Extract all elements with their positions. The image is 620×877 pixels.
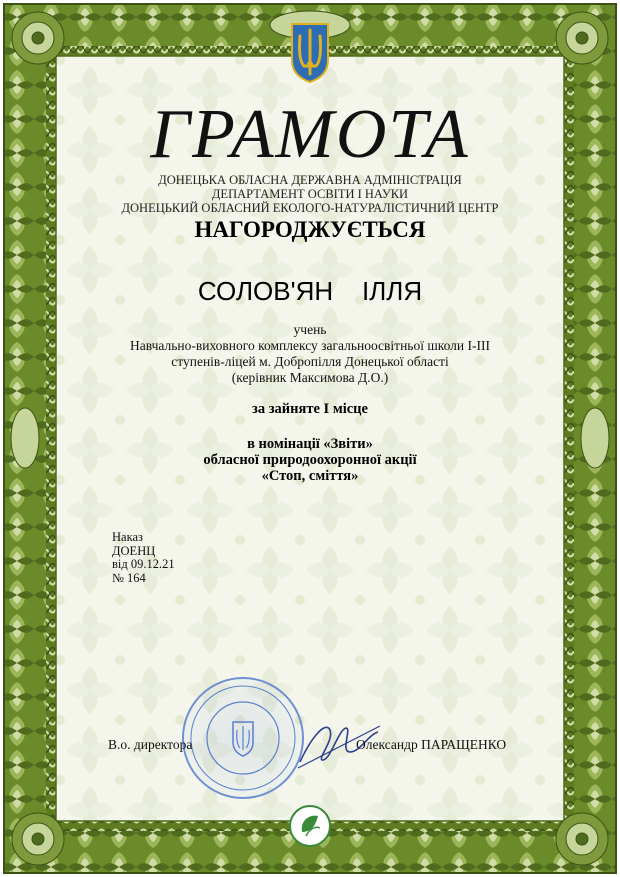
signatory-name: Олександр ПАРАЩЕНКО <box>356 737 507 752</box>
round-stamp <box>183 678 303 798</box>
nomination-line-1: в номінації «Звіти» <box>247 436 373 452</box>
recipient-name: СОЛОВ'ЯН ІЛЛЯ <box>197 276 423 306</box>
trident-icon <box>292 24 328 82</box>
certificate-title: ГРАМОТА <box>150 96 470 173</box>
order-line-2: ДОЕНЦ <box>112 543 156 558</box>
order-line-3: від 09.12.21 <box>112 557 175 571</box>
school-line-2: ступенів-ліцей м. Добропілля Донецької області <box>171 354 449 369</box>
order-reference <box>112 531 175 585</box>
school-line-3: (керівник Максимова Д.О.) <box>231 370 389 385</box>
recipient-role: учень <box>293 322 327 337</box>
signatory-title: В.о. директора <box>108 737 193 752</box>
eco-center-logo <box>290 806 330 846</box>
award-reason: за зайняте І місце <box>252 401 368 417</box>
order-line-1: Наказ <box>112 530 143 544</box>
org-line-2: ДЕПАРТАМЕНТ ОСВІТИ І НАУКИ <box>211 187 409 201</box>
order-line-4: № 164 <box>112 570 146 585</box>
school-line-1: Навчально-виховного комплексу загальноосвітньої школи І-ІІІ <box>129 338 490 353</box>
nomination-line-2: обласної природоохоронної акції <box>203 452 417 468</box>
org-line-1: ДОНЕЦЬКА ОБЛАСНА ДЕРЖАВНА АДМІНІСТРАЦІЯ <box>158 173 462 187</box>
award-heading: НАГОРОДЖУЄТЬСЯ <box>194 217 426 242</box>
nomination-line-3: «Стоп, сміття» <box>261 468 359 484</box>
org-line-3: ДОНЕЦЬКИЙ ОБЛАСНИЙ ЕКОЛОГО-НАТУРАЛІСТИЧНИЙ ЦЕНТР <box>121 201 499 215</box>
